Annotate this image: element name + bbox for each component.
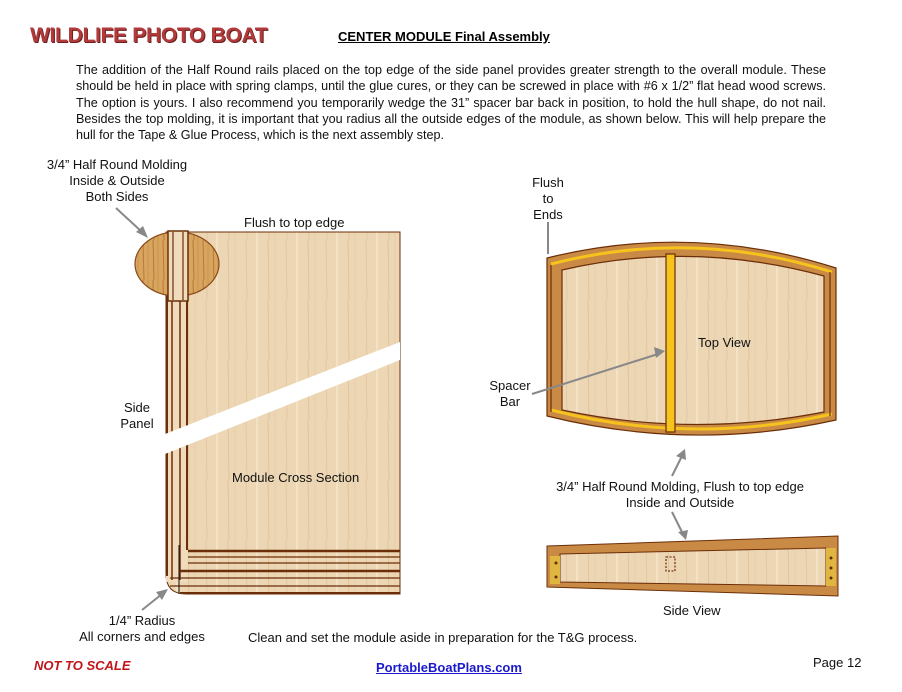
- molding-label-line: Inside & Outside: [69, 173, 165, 188]
- cross-section-label: Module Cross Section: [232, 470, 360, 485]
- flush-to-ends-line: to: [542, 191, 554, 206]
- page-title: CENTER MODULE Final Assembly: [338, 29, 550, 44]
- closing-text: Clean and set the module aside in preparation for the T&G process.: [248, 630, 638, 645]
- molding-label-line: 3/4” Half Round Molding: [46, 157, 188, 172]
- side-panel-label-line: Panel: [120, 416, 154, 431]
- spacer-bar-label: [484, 378, 536, 410]
- radius-label: [62, 613, 222, 645]
- flush-to-ends-line: Flush: [532, 175, 564, 190]
- brand-title: WILDLIFE PHOTO BOAT: [30, 24, 268, 47]
- intro-paragraph: The addition of the Half Round rails placed on the top edge of the side panel provides greater strength to the overall module. These should be held in place with spring clamps, until the glue cures, or they can be screwed in place with #6 x 1/2” flat head wood screws. The option is yours. I also recommend you temporarily wedge the 31” spacer bar back in position, to hold the hull shape, do not nail. Besides the top molding, it is important that you radius all the outside edges of the module, as shown below. This will help prepare the hull for the Tape & Glue Process, which is the next assembly step.: [76, 63, 826, 143]
- side-panel-label: [110, 400, 164, 432]
- top-view-drawing: [547, 242, 836, 435]
- side-panel-label-line: Side: [123, 400, 151, 415]
- spacer-bar-label-line: Spacer: [489, 378, 531, 393]
- side-molding-label-line: Inside and Outside: [625, 495, 735, 510]
- top-view-label: Top View: [698, 335, 751, 350]
- page-number: Page 12: [813, 655, 862, 670]
- side-molding-label-line: 3/4” Half Round Molding, Flush to top edge: [556, 479, 804, 494]
- radius-label-line: All corners and edges: [79, 629, 205, 644]
- molding-label-line: Both Sides: [85, 189, 149, 204]
- website-link[interactable]: PortableBoatPlans.com: [376, 660, 522, 675]
- flush-to-ends-label: [524, 175, 572, 223]
- molding-label: [32, 157, 202, 205]
- spacer-bar-label-line: Bar: [499, 394, 521, 409]
- flush-to-ends-line: Ends: [533, 207, 563, 222]
- radius-label-line: 1/4” Radius: [108, 613, 176, 628]
- not-to-scale-note: NOT TO SCALE: [34, 658, 131, 673]
- side-view-drawing: [547, 536, 838, 596]
- flush-top-edge-label: Flush to top edge: [244, 215, 345, 230]
- side-molding-label: [540, 479, 820, 511]
- side-view-label: Side View: [663, 603, 721, 618]
